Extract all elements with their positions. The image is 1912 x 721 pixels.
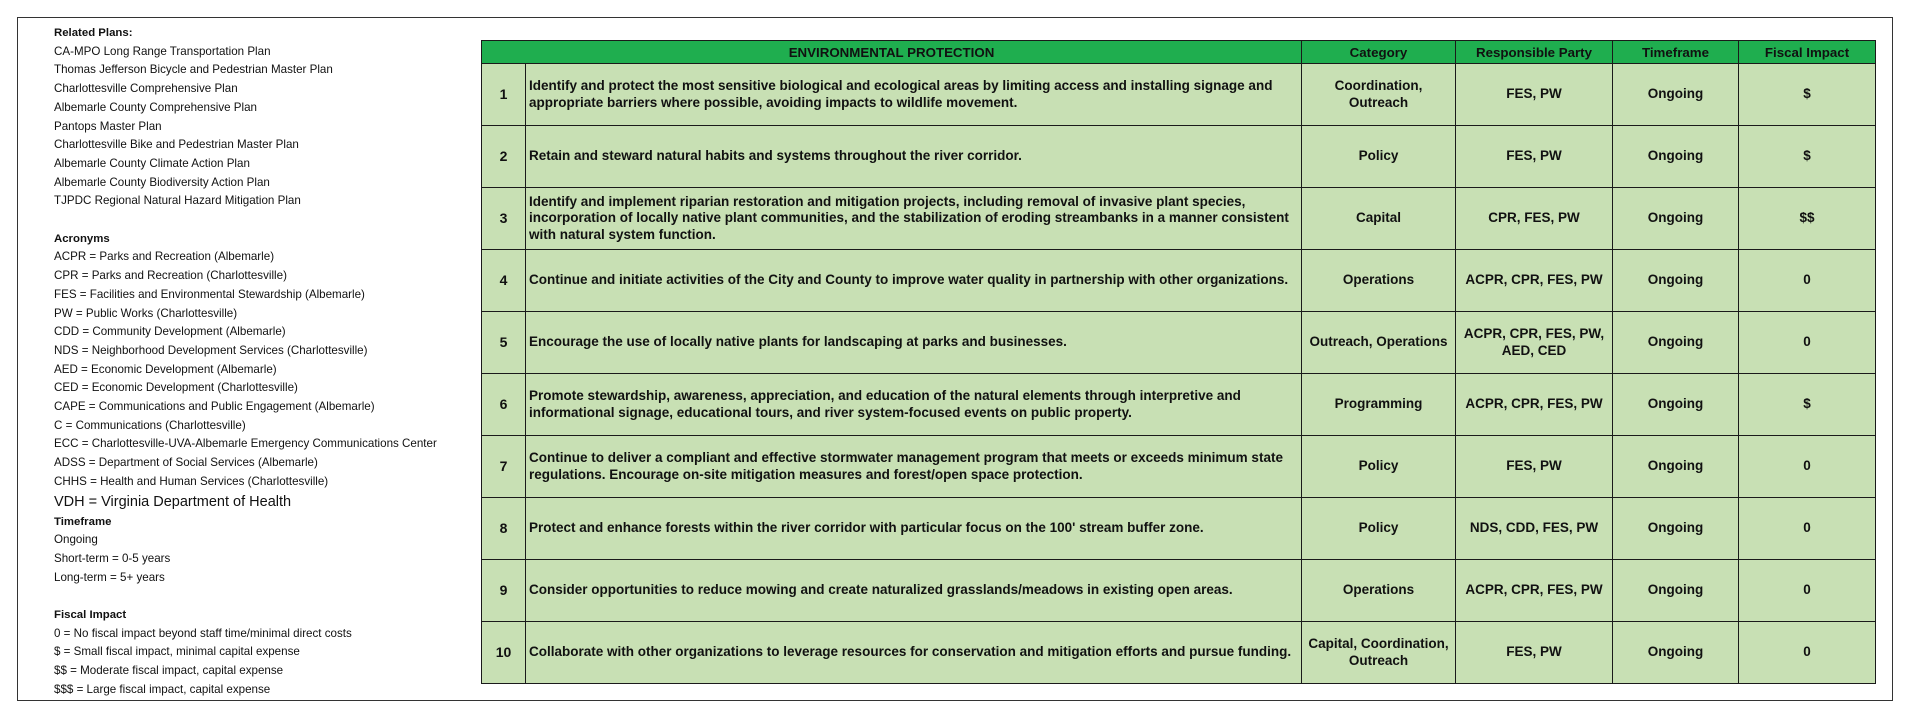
- fiscal-impact-item: $ = Small fiscal impact, minimal capital expense: [54, 645, 300, 659]
- row-fiscal-impact: 0: [1739, 498, 1876, 560]
- header-timeframe: Timeframe: [1613, 41, 1739, 64]
- row-category: Operations: [1302, 560, 1456, 622]
- timeframe-item: Short-term = 0-5 years: [54, 551, 171, 565]
- row-responsible-party: ACPR, CPR, FES, PW: [1456, 560, 1613, 622]
- acronyms-list: [54, 248, 474, 491]
- header-fiscal-impact: Fiscal Impact: [1739, 41, 1876, 64]
- acronym-item: C = Communications (Charlottesville): [54, 418, 246, 432]
- related-plan-item: Thomas Jefferson Bicycle and Pedestrian Master Plan: [54, 63, 333, 77]
- row-responsible-party: ACPR, CPR, FES, PW: [1456, 374, 1613, 436]
- row-timeframe: Ongoing: [1613, 622, 1739, 684]
- row-number: 8: [482, 498, 526, 560]
- row-action: Collaborate with other organizations to leverage resources for conservation and mitigation efforts and pursue funding.: [526, 622, 1302, 684]
- acronym-item: CPR = Parks and Recreation (Charlottesville): [54, 269, 287, 283]
- row-fiscal-impact: 0: [1739, 436, 1876, 498]
- acronym-item: PW = Public Works (Charlottesville): [54, 306, 238, 320]
- acronym-item: ECC = Charlottesville-UVA-Albemarle Emergency Communications Center: [54, 437, 437, 451]
- row-responsible-party: FES, PW: [1456, 64, 1613, 126]
- row-action: Protect and enhance forests within the river corridor with particular focus on the 100' stream buffer zone.: [526, 498, 1302, 560]
- row-fiscal-impact: $: [1739, 64, 1876, 126]
- row-timeframe: Ongoing: [1613, 560, 1739, 622]
- row-category: Programming: [1302, 374, 1456, 436]
- row-number: 6: [482, 374, 526, 436]
- header-responsible-party: Responsible Party: [1456, 41, 1613, 64]
- fiscal-impact-item: $$ = Moderate fiscal impact, capital expense: [54, 664, 284, 678]
- table-row: [482, 374, 1876, 436]
- row-number: 10: [482, 622, 526, 684]
- row-number: 5: [482, 312, 526, 374]
- related-plan-item: Albemarle County Comprehensive Plan: [54, 100, 257, 114]
- row-category: Operations: [1302, 250, 1456, 312]
- row-category: Policy: [1302, 498, 1456, 560]
- row-timeframe: Ongoing: [1613, 436, 1739, 498]
- row-fiscal-impact: 0: [1739, 250, 1876, 312]
- table-row: [482, 250, 1876, 312]
- related-plan-item: TJPDC Regional Natural Hazard Mitigation Plan: [54, 194, 301, 208]
- fiscal-impact-list: [54, 625, 474, 700]
- row-number: 2: [482, 126, 526, 188]
- table-header-row: [482, 41, 1876, 64]
- row-action: Identify and implement riparian restoration and mitigation projects, including removal of invasive plant species, incorporation of locally native plant communities, and the stabilization of eroding streambanks in a manner consistent with natural system function.: [526, 188, 1302, 250]
- row-timeframe: Ongoing: [1613, 64, 1739, 126]
- row-action: Encourage the use of locally native plants for landscaping at parks and businesses.: [526, 312, 1302, 374]
- acronym-item: FES = Facilities and Environmental Stewardship (Albemarle): [54, 287, 365, 301]
- legend-panel: [54, 24, 474, 700]
- fiscal-impact-heading: Fiscal Impact: [54, 609, 127, 622]
- row-action: Retain and steward natural habits and systems throughout the river corridor.: [526, 126, 1302, 188]
- row-number: 4: [482, 250, 526, 312]
- row-number: 7: [482, 436, 526, 498]
- table-row: [482, 312, 1876, 374]
- row-responsible-party: ACPR, CPR, FES, PW: [1456, 250, 1613, 312]
- row-action: Continue and initiate activities of the City and County to improve water quality in partnership with other organizations.: [526, 250, 1302, 312]
- row-timeframe: Ongoing: [1613, 126, 1739, 188]
- related-plan-item: Albemarle County Biodiversity Action Plan: [54, 175, 270, 189]
- timeframe-item: Long-term = 5+ years: [54, 570, 165, 584]
- table-row: [482, 560, 1876, 622]
- row-category: Capital: [1302, 188, 1456, 250]
- row-action: Promote stewardship, awareness, appreciation, and education of the natural elements through interpretive and informational signage, educational tours, and river system-focused events on public property.: [526, 374, 1302, 436]
- related-plan-item: Charlottesville Comprehensive Plan: [54, 82, 238, 96]
- row-responsible-party: NDS, CDD, FES, PW: [1456, 498, 1613, 560]
- row-fiscal-impact: $: [1739, 374, 1876, 436]
- row-fiscal-impact: 0: [1739, 622, 1876, 684]
- header-category: Category: [1302, 41, 1456, 64]
- header-environmental-protection: ENVIRONMENTAL PROTECTION: [482, 41, 1302, 64]
- table-row: [482, 126, 1876, 188]
- related-plans-heading: Related Plans:: [54, 27, 133, 39]
- environmental-protection-table: [481, 40, 1876, 684]
- row-action: Consider opportunities to reduce mowing and create naturalized grasslands/meadows in existing open areas.: [526, 560, 1302, 622]
- row-fiscal-impact: 0: [1739, 560, 1876, 622]
- row-responsible-party: FES, PW: [1456, 436, 1613, 498]
- acronym-item: CED = Economic Development (Charlottesville): [54, 381, 298, 395]
- row-responsible-party: FES, PW: [1456, 622, 1613, 684]
- row-category: Capital, Coordination, Outreach: [1302, 622, 1456, 684]
- row-category: Coordination, Outreach: [1302, 64, 1456, 126]
- fiscal-impact-item: $$$ = Large fiscal impact, capital expense: [54, 682, 271, 696]
- row-timeframe: Ongoing: [1613, 498, 1739, 560]
- related-plan-item: Albemarle County Climate Action Plan: [54, 156, 250, 170]
- acronym-item: ACPR = Parks and Recreation (Albemarle): [54, 250, 275, 264]
- row-timeframe: Ongoing: [1613, 374, 1739, 436]
- acronym-item: NDS = Neighborhood Development Services (Charlottesville): [54, 343, 368, 357]
- acronym-item: ADSS = Department of Social Services (Albemarle): [54, 456, 318, 470]
- timeframe-heading: Timeframe: [54, 515, 112, 528]
- timeframe-item: Ongoing: [54, 533, 98, 547]
- row-number: 3: [482, 188, 526, 250]
- row-responsible-party: FES, PW: [1456, 126, 1613, 188]
- row-fiscal-impact: $: [1739, 126, 1876, 188]
- row-fiscal-impact: $$: [1739, 188, 1876, 250]
- table-row: [482, 436, 1876, 498]
- table-row: [482, 64, 1876, 126]
- row-timeframe: Ongoing: [1613, 250, 1739, 312]
- acronym-item: CAPE = Communications and Public Engagement (Albemarle): [54, 400, 375, 414]
- table-row: [482, 622, 1876, 684]
- table-row: [482, 498, 1876, 560]
- acronym-item: CHHS = Health and Human Services (Charlottesville): [54, 474, 329, 488]
- row-responsible-party: ACPR, CPR, FES, PW, AED, CED: [1456, 312, 1613, 374]
- row-number: 1: [482, 64, 526, 126]
- timeframe-list: [54, 531, 474, 587]
- acronym-vdh: VDH = Virginia Department of Health: [54, 493, 292, 510]
- related-plan-item: Charlottesville Bike and Pedestrian Master Plan: [54, 138, 299, 152]
- row-category: Policy: [1302, 126, 1456, 188]
- row-number: 9: [482, 560, 526, 622]
- row-timeframe: Ongoing: [1613, 188, 1739, 250]
- row-fiscal-impact: 0: [1739, 312, 1876, 374]
- acronym-item: CDD = Community Development (Albemarle): [54, 325, 286, 339]
- row-category: Outreach, Operations: [1302, 312, 1456, 374]
- row-action: Identify and protect the most sensitive biological and ecological areas by limiting access and installing signage and appropriate barriers where possible, avoiding impacts to wildlife movement.: [526, 64, 1302, 126]
- row-action: Continue to deliver a compliant and effective stormwater management program that meets or exceeds minimum state regulations. Encourage on-site mitigation measures and forest/open space protection.: [526, 436, 1302, 498]
- related-plans-list: [54, 43, 474, 211]
- row-timeframe: Ongoing: [1613, 312, 1739, 374]
- related-plan-item: CA-MPO Long Range Transportation Plan: [54, 44, 271, 58]
- related-plan-item: Pantops Master Plan: [54, 119, 162, 133]
- acronyms-heading: Acronyms: [54, 232, 110, 245]
- table-row: [482, 188, 1876, 250]
- row-responsible-party: CPR, FES, PW: [1456, 188, 1613, 250]
- fiscal-impact-item: 0 = No fiscal impact beyond staff time/minimal direct costs: [54, 626, 352, 640]
- row-category: Policy: [1302, 436, 1456, 498]
- acronym-item: AED = Economic Development (Albemarle): [54, 362, 277, 376]
